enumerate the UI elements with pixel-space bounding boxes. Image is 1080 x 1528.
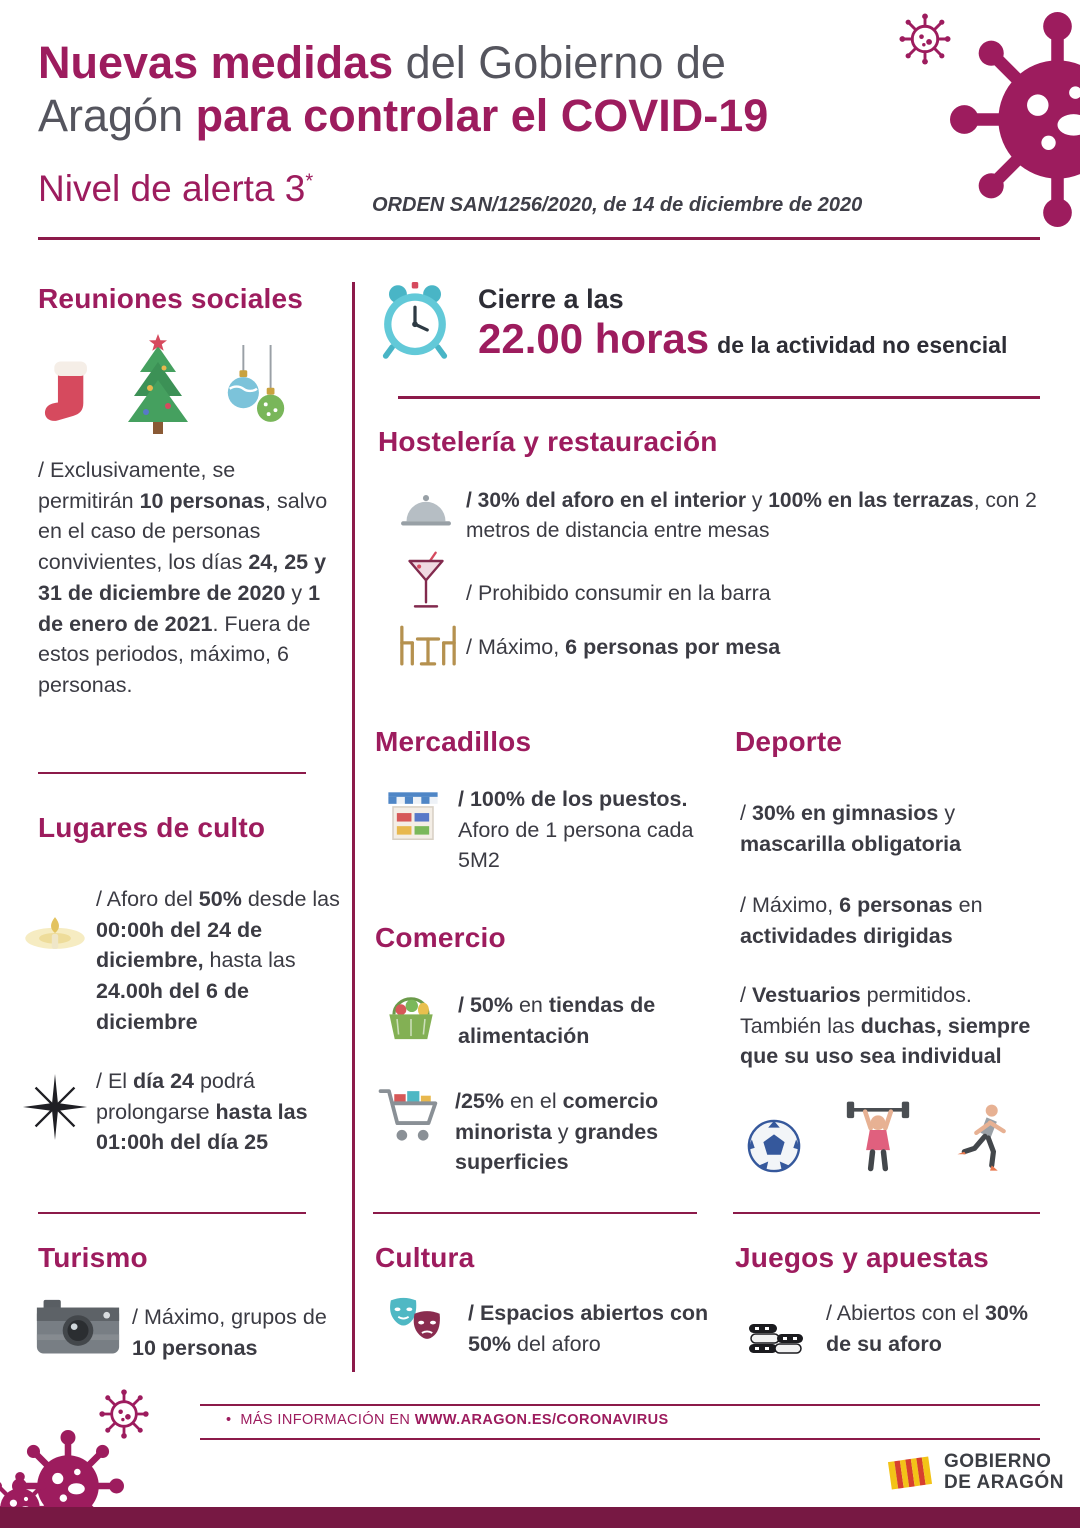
gobierno-aragon-logo: [886, 1452, 1064, 1494]
deporte-text-1: / 30% en gimnasios y mascarilla obligatoria: [740, 801, 962, 856]
soccer-ball-icon: [746, 1118, 802, 1174]
deporte-text-2: / Máximo, 6 personas en actividades dirigidas: [740, 893, 983, 948]
turismo-text: / Máximo, grupos de 10 personas: [132, 1305, 327, 1360]
virus-icon: [896, 10, 954, 68]
closure-rest: de la actividad no esencial: [717, 332, 1008, 358]
sparkle-star-icon: [20, 1072, 90, 1142]
hosteleria-text-2: / Prohibido consumir en la barra: [466, 581, 771, 605]
christmas-stocking-icon: [38, 356, 96, 436]
market-stall-icon: [383, 790, 443, 844]
alarm-clock-icon: [376, 282, 454, 360]
closure-intro: Cierre a las: [478, 284, 624, 314]
serving-dish-icon: [398, 492, 454, 532]
bottom-bar: [0, 1507, 1080, 1528]
culto-text-1: / Aforo del 50% desde las 00:00h del 24 de diciembre, hasta las 24.00h del 6 de diciembre: [96, 887, 340, 1034]
closure-banner: [478, 284, 1044, 363]
section-title-reuniones: Reuniones sociales: [38, 283, 304, 314]
closure-time-line: [478, 315, 1044, 363]
vertical-divider: [352, 282, 355, 1372]
shopping-cart-icon: [376, 1082, 446, 1149]
sports-icons: [746, 1092, 1014, 1174]
cocktail-icon: [404, 550, 448, 613]
hosteleria-text-3: / Máximo, 6 personas por mesa: [466, 635, 781, 659]
section-title-juegos: Juegos y apuestas: [735, 1242, 989, 1273]
closure-time: 22.00 horas: [478, 315, 710, 362]
candle-glow-icon: [20, 898, 90, 968]
mercadillos-text: / 100% de los puestos. Aforo de 1 persona cada 5M2: [458, 787, 694, 873]
section-divider: [398, 396, 1040, 399]
footer-divider-top: [200, 1404, 1040, 1406]
comercio-text-1: / 50% en tiendas de alimentación: [458, 993, 656, 1048]
reuniones-text: / Exclusivamente, se permitirán 10 personas, salvo en el caso de personas convivientes, los días 24, 25 y 31 de diciembre de 2020 y 1 de enero de 2021. Fuera de estos periodos, máximo, 6 personas.: [38, 458, 328, 698]
footer-url: WWW.ARAGON.ES/CORONAVIRUS: [414, 1412, 669, 1428]
hosteleria-text-1: / 30% del aforo en el interior y 100% en las terrazas, con 2 metros de distancia entre mesas: [466, 489, 1037, 543]
section-title-cultura: Cultura: [375, 1242, 475, 1273]
section-title-deporte: Deporte: [735, 726, 843, 757]
camera-icon: [34, 1298, 122, 1359]
section-title-hosteleria: Hostelería y restauración: [378, 426, 718, 457]
poker-chips-icon: [745, 1298, 805, 1358]
section-title-comercio: Comercio: [375, 922, 506, 953]
christmas-ornaments-icon: [220, 345, 292, 436]
alert-level: Nivel de alerta 3*: [38, 168, 314, 209]
page-title: [38, 36, 888, 142]
christmas-icons: [38, 334, 328, 436]
christmas-tree-icon: [116, 332, 200, 436]
virus-icon: [950, 12, 1080, 227]
theater-masks-icon: [382, 1296, 450, 1351]
section-title-culto: Lugares de culto: [38, 812, 266, 843]
order-reference: ORDEN SAN/1256/2020, de 14 de diciembre de 2020: [372, 194, 863, 216]
aragon-flag-icon: [886, 1453, 934, 1493]
footer-info: • MÁS INFORMACIÓN EN WWW.ARAGON.ES/CORONAVIRUS: [226, 1412, 669, 1428]
table-chairs-icon: [394, 622, 462, 669]
cultura-text: / Espacios abiertos con 50% del aforo: [468, 1301, 709, 1356]
grocery-basket-icon: [380, 988, 442, 1044]
weightlifting-icon: [845, 1097, 911, 1174]
deporte-text-3: / Vestuarios permitidos. También las duchas, siempre que su uso sea individual: [740, 983, 1031, 1069]
title-line-1: Nuevas medidas del Gobierno de: [38, 37, 726, 88]
section-divider: [373, 1212, 697, 1214]
logo-text: GOBIERNO DE ARAGÓN: [944, 1451, 1064, 1493]
running-icon: [954, 1102, 1014, 1174]
header-divider: [38, 237, 1040, 240]
footer-divider-bottom: [200, 1438, 1040, 1440]
title-line-2: Aragón para controlar el COVID-19: [38, 90, 769, 142]
section-divider: [38, 1212, 306, 1214]
culto-text-2: / El día 24 podrá prolongarse hasta las 01:00h del día 25: [96, 1069, 308, 1155]
section-title-mercadillos: Mercadillos: [375, 726, 532, 757]
section-divider: [38, 772, 306, 774]
comercio-text-2: /25% en el comercio minorista y grandes superficies: [455, 1089, 659, 1175]
section-divider: [733, 1212, 1040, 1214]
section-title-turismo: Turismo: [38, 1242, 148, 1273]
juegos-text: / Abiertos con el 30% de su aforo: [826, 1301, 1028, 1356]
